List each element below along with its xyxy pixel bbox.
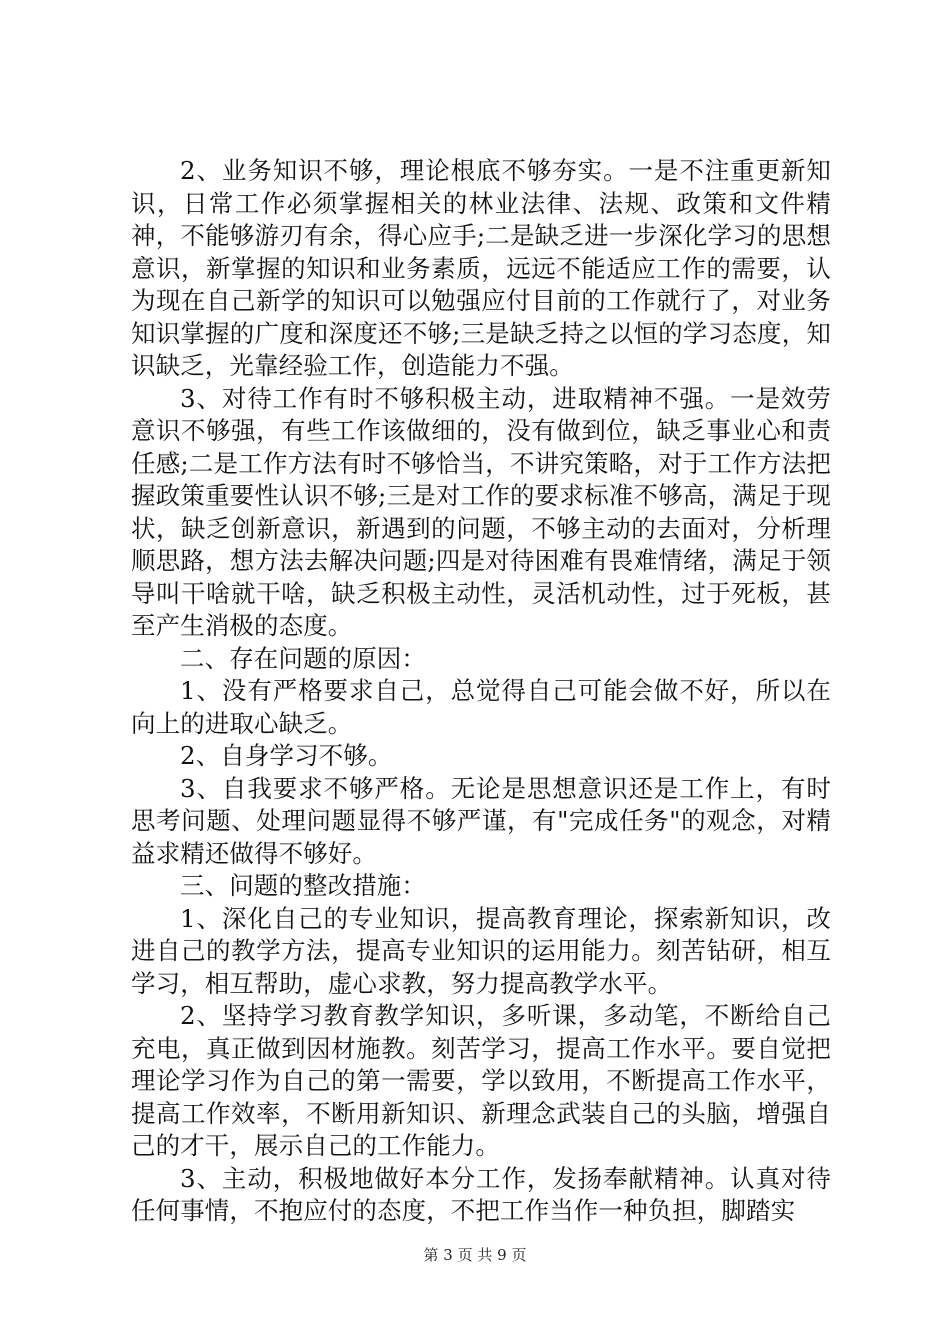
paragraph-measure-2: 2、坚持学习教育教学知识，多听课，多动笔，不断给自己充电，真正做到因材施教。刻苦学习，提高工作水平。要自觉把理论学习作为自己的第一需要，学以致用，不断提高工作水平，提高工作效率，不断用新知识、新理念武装自己的头脑，增强自己的才干，展示自己的工作能力。 [131,1001,831,1160]
paragraph-measure-1: 1、深化自己的专业知识，提高教育理论，探索新知识，改进自己的教学方法，提高专业知识的运用能力。刻苦钻研，相互学习，相互帮助，虚心求教，努力提高教学水平。 [131,903,831,998]
section-heading-measures: 三、问题的整改措施： [180,871,426,900]
paragraph-cause-2: 2、自身学习不够。 [180,741,393,770]
paragraph-work-attitude: 3、对待工作有时不够积极主动，进取精神不强。一是效劳意识不够强，有些工作该做细的，没有做到位，缺乏事业心和责任感;二是工作方法有时不够恰当，不讲究策略，对于工作方法把握政策重要性认识不够;三是对工作的要求标准不够高，满足于现状，缺乏创新意识，新遇到的问题，不够主动的去面对，分析理顺思路，想方法去解决问题;四是对待困难有畏难情绪，满足于领导叫干啥就干啥，缺乏积极主动性，灵活机动性，过于死板，甚至产生消极的态度。 [131,383,831,640]
paragraph-measure-3: 3、主动，积极地做好本分工作，发扬奉献精神。认真对待任何事情，不抱应付的态度，不把工作当作一种负担，脚踏实 [131,1163,831,1225]
paragraph-business-knowledge: 2、业务知识不够，理论根底不够夯实。一是不注重更新知识，日常工作必须掌握相关的林业法律、法规、政策和文件精神，不能够游刃有余，得心应手;二是缺乏进一步深化学习的思想意识，新掌握的知识和业务素质，远远不能适应工作的需要，认为现在自己新学的知识可以勉强应付目前的工作就行了，对业务知识掌握的广度和深度还不够;三是缺乏持之以恒的学习态度，知识缺乏，光靠经验工作，创造能力不强。 [131,156,831,380]
paragraph-cause-3: 3、自我要求不够严格。无论是思想意识还是工作上，有时思考问题、处理问题显得不够严谨，有"完成任务"的观念，对精益求精还做得不够好。 [131,773,831,868]
document-body [131,155,831,1228]
paragraph-cause-1: 1、没有严格要求自己，总觉得自己可能会做不好，所以在向上的进取心缺乏。 [131,676,831,738]
section-heading-causes: 二、存在问题的原因： [180,643,426,673]
page-number-footer: 第 3 页 共 9 页 [423,1246,527,1264]
